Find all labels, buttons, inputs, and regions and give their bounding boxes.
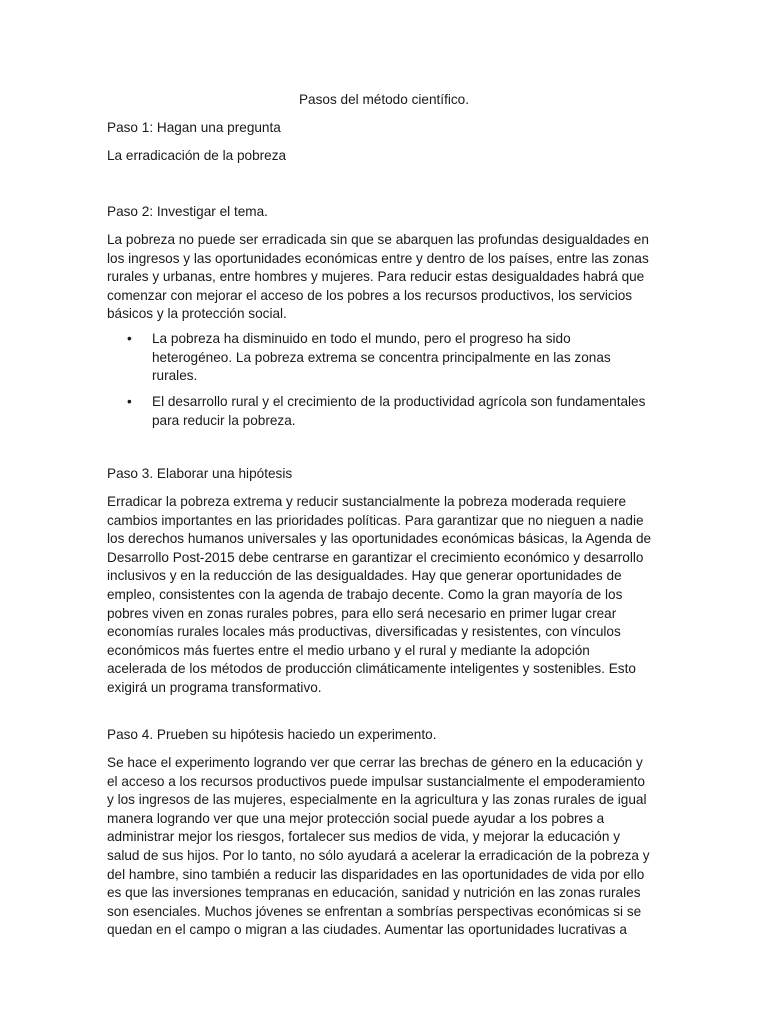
list-item <box>152 330 611 386</box>
paso4-heading: Paso 4. Prueben su hipótesis haciedo un experimento. <box>107 727 437 742</box>
paragraph-line: inclusivos y en la reducción de las desigualdades. Hay que generar oportunidades de <box>107 568 622 584</box>
paragraph-line: Erradicar la pobreza extrema y reducir sustancialmente la pobreza moderada requiere <box>107 494 627 509</box>
paragraph-line: salud de sus hijos. Por lo tanto, no sólo ayudará a acelerar la erradicación de la pobreza y <box>107 847 650 863</box>
paragraph-line: administrar mejor los riesgos, fortalecer sus medios de vida, y mejorar la educación y <box>107 829 620 845</box>
paso1-heading: Paso 1: Hagan una pregunta <box>107 120 281 135</box>
paragraph-line: La pobreza no puede ser erradicada sin que se abarquen las profundas desigualdades en <box>107 232 649 247</box>
paragraph-line: empleo, consistentes con la agenda de trabajo decente. Como la gran mayoría de los <box>107 586 623 602</box>
paragraph-line: exigirá un programa transformativo. <box>107 679 322 695</box>
paragraph-line: económicos más fuertes entre el medio urbano y el rural y mediante la adopción <box>107 642 590 658</box>
list-item-line: La pobreza ha disminuido en todo el mundo, pero el progreso ha sido <box>152 331 571 346</box>
paragraph-line: quedan en el campo o migran a las ciudades. Aumentar las oportunidades lucrativas a <box>107 922 627 938</box>
paragraph-line: acelerada de los métodos de producción climáticamente inteligentes y sostenibles. Esto <box>107 661 636 677</box>
paragraph-line: pobres viven en zonas rurales pobres, para ello será necesario en primer lugar crear <box>107 605 617 621</box>
paragraph-line: cambios importantes en las prioridades políticas. Para garantizar que no nieguen a nadie <box>107 512 644 528</box>
paragraph-line: Se hace el experimento logrando ver que cerrar las brechas de género en la educación y <box>107 755 643 770</box>
paragraph-line: Desarrollo Post-2015 debe centrarse en garantizar el crecimiento económico y desarrollo <box>107 549 644 565</box>
list-item-line: rurales. <box>152 368 198 384</box>
bullet-icon: • <box>127 394 132 409</box>
paragraph-line: los derechos humanos universales y las oportunidades económicas básicas, la Agenda de <box>107 531 652 547</box>
document-title: Pasos del método científico. <box>298 92 469 107</box>
paso4-paragraph <box>107 754 661 940</box>
paso2-heading: Paso 2: Investigar el tema. <box>107 204 268 219</box>
paso1-question: La erradicación de la pobreza <box>107 148 287 163</box>
paragraph-line: el acceso a los recursos productivos puede impulsar sustancialmente el empoderamiento <box>107 773 645 789</box>
list-item <box>152 393 645 430</box>
paso3-paragraph <box>107 493 661 698</box>
list-item-line: heterogéneo. La pobreza extrema se concentra principalmente en las zonas <box>152 349 611 365</box>
list-item-line: para reducir la pobreza. <box>152 412 296 428</box>
paso3-heading: Paso 3. Elaborar una hipótesis <box>107 466 293 481</box>
paso2-paragraph <box>107 231 661 324</box>
paragraph-line: manera logrando ver que una mejor protección social puede ayudar a los pobres a <box>107 810 605 826</box>
paragraph-line: es que las inversiones tempranas en educación, sanidad y nutrición en las zonas rurales <box>107 885 641 901</box>
paragraph-line: rurales y urbanas, entre hombres y mujeres. Para reducir estas desigualdades habrá que <box>107 269 645 285</box>
paragraph-line: son esenciales. Muchos jóvenes se enfrentan a sombrías perspectivas económicas si se <box>107 903 642 919</box>
paragraph-line: los ingresos y las oportunidades económicas entre y dentro de los países, entre las zonas <box>107 250 649 266</box>
paragraph-line: comenzar con mejorar el acceso de los pobres a los recursos productivos, los servicios <box>107 287 633 303</box>
bullet-icon: • <box>127 331 132 346</box>
paragraph-line: economías rurales locales más productivas, diversificadas y resistentes, con vínculos <box>107 624 621 640</box>
paragraph-line: y los ingresos de las mujeres, especialmente en la agricultura y las zonas rurales de igual <box>107 792 647 808</box>
paragraph-line: del hambre, sino también a reducir las disparidades en las oportunidades de vida por ello <box>107 866 645 882</box>
list-item-line: El desarrollo rural y el crecimiento de la productividad agrícola son fundamentales <box>152 394 646 409</box>
paragraph-line: básicos y la protección social. <box>107 306 287 322</box>
